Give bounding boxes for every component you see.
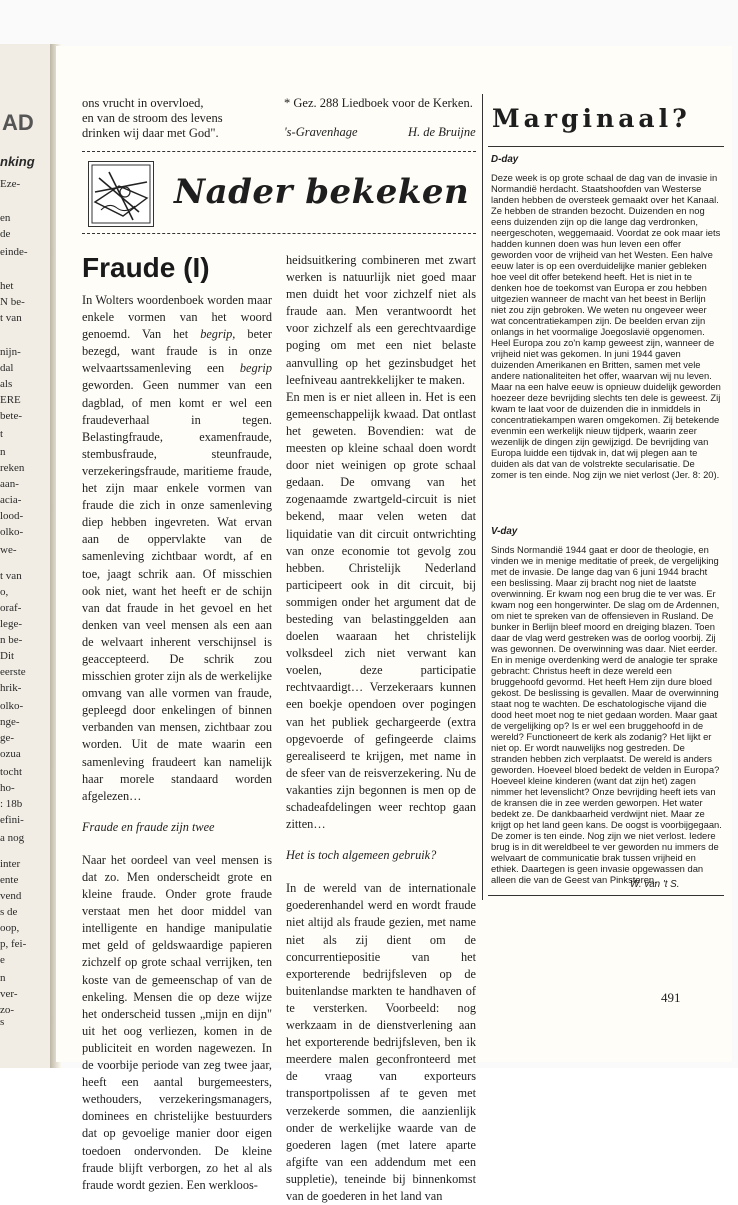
prev-page-text-fragment: t (0, 428, 4, 440)
poem-line: ons vrucht in overvloed, (82, 96, 204, 110)
paragraph (82, 292, 272, 805)
prev-page-text-fragment: oop, (0, 922, 20, 934)
prev-page-text-fragment: t van (0, 570, 22, 582)
prev-page-text-fragment: nge- (0, 716, 20, 728)
prev-page-text-fragment: ver- (0, 988, 18, 1000)
paragraph: Naar het oordeel van veel mensen is dat zo. Men onderscheidt grote en kleine fraude. Onder grote fraude verstaat men het door middel van intelligente en handige manipulatie met geld of geldswaardige papieren zichzelf op grote schaal verrijken, ten koste van de gemeenschap of van de enkeling. Mensen die op deze wijze het onderscheid tussen „mijn en dijn" uit het oog verliezen, komen in de publiciteit en worden nagewezen. In de voorbije periode van zeg twee jaar, heeft een aantal burgemeesters, wethouders, verzekeringsmanagers, dominees en christelijke bestuurders dat op gevoelige manier door eigen toedoen ondervonden. De kleine fraude blijft verborgen, zo het al als fraude wordt gezien. Een werkloos- (82, 852, 272, 1192)
prev-page-text-fragment: het (0, 280, 14, 292)
prev-page-text-fragment: inter (0, 858, 21, 870)
sidebar-rule-bottom (488, 895, 724, 896)
prev-page-text-fragment: a nog (0, 832, 25, 844)
prev-page-text-fragment: reken (0, 462, 25, 474)
prev-page-text-fragment: einde- (0, 246, 28, 258)
prev-page-text-fragment: de (0, 228, 11, 240)
prev-page-text-fragment: : 18b (0, 798, 23, 810)
prev-page-text-fragment: ho- (0, 782, 15, 794)
prev-page-text-fragment: s de (0, 906, 18, 918)
sidebar-title: Marginaal? (492, 104, 691, 133)
sidebar-label: D-day (491, 154, 519, 165)
prev-page-text-fragment: aan- (0, 478, 19, 490)
prev-page-text-fragment: acia- (0, 494, 22, 506)
prev-page-text-fragment: e (0, 954, 5, 966)
prev-page-text-fragment: olko- (0, 526, 24, 538)
dashed-divider-banner (82, 233, 476, 234)
subheading: Fraude en fraude zijn twee (82, 819, 215, 834)
prev-page-text-fragment: o, (0, 586, 9, 598)
prev-page-text-fragment: ERE (0, 394, 21, 406)
sidebar-text: Deze week is op grote schaal de dag van de invasie in Normandië herdacht. Staatshoofden van Westerse landen hebben de oversteek gemaakt over het Kanaal. Ze hebben de stranden bezocht. Duizenden en nog eens duizenden zijn op die lange dag verdronken, neergeschoten, weggemaaid. Voordat ze ook maar iets hadden kunnen doen was hun leven een offer geworden voor de vrijheid van het Westen. Een halve eeuw later is op een overduidelijke manier gebleken hoe veel dit offer betekend heeft. Het is niet in te denken hoe de toekomst van Europa er zou hebben uitgezien wanneer de macht van het beest in Berlijn niet zou zijn gebroken. We weten nu ongeveer weer wat concentratiekampen zijn. De beelden ervan zijn onlangs in het voormalige Joegoslavië opgenomen. Heel Europa zou zo'n kamp geweest zijn, wanneer de vrijheid niet was gekomen. In juni 1944 gaven duizenden Amerikanen en Britten, samen met vele andere nationaliteiten het offer, waarvan wij nu leven. Maar na een halve eeuw is opnieuw duidelijk geworden hoezeer deze bevrijding slechts ten dele is geweest. Zij kwam te laat voor de duizenden die in inmiddels in concentratiekampen waren omgekomen. Zij betekende evenmin een werkelijk nieuw tijdperk, waarin zeer wezenlijk de dingen zijn gewijzigd. De bevrijding van Europa luidde een tijdvak in, dat wij plegen aan te duiden als dat van de volstrekte secularisatie. De zomer is ten einde. Nog zijn we niet verlost (Jer. 8: 20). (491, 172, 721, 480)
prev-header-fragment-2: nking (0, 154, 35, 169)
prev-page-text-fragment: n be- (0, 634, 23, 646)
emphasis: begrip, (200, 327, 236, 342)
prev-page-text-fragment: n (0, 972, 6, 984)
prev-page-text-fragment: s (0, 1016, 5, 1028)
prev-page-text-fragment: lood- (0, 510, 24, 522)
prev-page-text-fragment: n (0, 446, 6, 458)
prev-page-text-fragment: ge- (0, 732, 15, 744)
prev-page-text-fragment: nijn- (0, 346, 21, 358)
prev-page-text-fragment: ente (0, 874, 19, 886)
prev-page-text-fragment: olko- (0, 700, 24, 712)
emphasis: begrip (239, 361, 272, 376)
previous-page-edge (0, 44, 51, 1068)
sidebar-label: V-day (491, 526, 518, 537)
paragraph: heidsuitkering combineren met zwart werken is natuurlijk niet goed maar men duidt het voor zichzelf niet als fraude aan. Men verantwoordt het voor zichzelf als een gerechtvaardige poging om met een niet belaste aanvulling op het gezinsbudget het leefniveau aantrekkelijker te maken. (286, 253, 476, 387)
article-column-2 (286, 252, 476, 1205)
prev-page-text-fragment: bete- (0, 410, 22, 422)
prev-page-text-fragment: N be- (0, 296, 25, 308)
prev-page-text-fragment: hrik- (0, 682, 22, 694)
prev-page-text-fragment: zo- (0, 1004, 15, 1016)
prev-page-text-fragment: efini- (0, 814, 24, 826)
poem-ending (82, 96, 223, 141)
subheading: Het is toch algemeen gebruik? (286, 848, 437, 863)
place-line: 's-Gravenhage (284, 125, 358, 139)
sidebar-text: Sinds Normandië 1944 gaat er door de theologie, en vinden we in menige meditatie of preek, de vergelijking met de invasie. De lange dag van 6 juni 1944 bracht een beslissing. Maar zij bracht nog niet de laatste overwinning. Er kwam nog een brug die te ver was. Er kwam nog een hongerwinter. De slag om de Ardennen, om niet te spreken van de offensieven in Rusland. De bunker in Berlijn bleef moord en dreiging blazen. Toen daar de vlag werd gestreken was de oorlog voorbij. Zij was gewonnen. De overwinning was daar. Niet eerder. En in menige overdenking werd de analogie ter sprake gebracht: Christus heeft in deze wereld een bruggehoofd gevormd. Het heeft Hem zijn dure bloed gekost. De beslissing is gevallen. Maar de overwinning staat nog te wachten. De eschatologische vijand die dood heet moet nog te niet gedaan worden. Maar gaat de vergelijking op? Is er wel een bruggehoofd in de wereld? Functioneert de kerk als zodanig? Het lijkt er niet op. Er wordt nauwelijks nog gestreden. De stranden hebben zich verplaatst. De wereld is anders geworden. Hoeveel bloed bedekt de velden in Europa? Hoeveel kleine kinderen (want dat zijn het) zagen nimmer het levenslicht? Onze bevrijding heeft iets van de kransen die in zee werden geworpen. Het water bedekt ze. De dankbaarheid verdwijnt niet. Maar ze krijgt op het land geen kans. De oogst is voorbijgegaan. De zomer is ten einde. Nog zijn we niet verlost. Iedere brug is in dit wereldbeel te ver geworden nu immers de welvaart de communicatie brak tussen vrijheid en ethiek. Daartegen is geen invasie opgewassen dan alleen die van de Geest van Pinksteren. (491, 544, 722, 885)
prev-page-text-fragment: we- (0, 544, 17, 556)
prev-page-text-fragment: t van (0, 312, 22, 324)
prev-page-text-fragment: vend (0, 890, 22, 902)
prev-header-fragment: AD (2, 110, 34, 135)
article-title: Fraude (I) (82, 252, 210, 283)
prev-page-text-fragment: eerste (0, 666, 26, 678)
poem-credits (284, 96, 484, 139)
article-column-1 (82, 292, 272, 1194)
sidebar-section-dday (491, 154, 723, 480)
prev-page-text-fragment: als (0, 378, 13, 390)
prev-page-text-fragment: tocht (0, 766, 22, 778)
paragraph: En men is er niet alleen in. Het is een gemeenschappelijk kwaad. Dat ontlast het geweten. Bovendien: wat de meesten op kleine schaal doen wordt door niet weinigen op grote schaal gedaan. De omvang van het zogenaamde zwartgeld-circuit is niet bekend, maar velen weten dat liquidatie van dit circuit ontwrichting van onze economie tot gevolg zou hebben. Christelijk Nederland participeert ook in dit circuit, bij sommigen onder het argument dat de besteding van belastinggelden aan doelen waaraan het christelijk volksdeel zich niet verwant kan voelen, deze participatie rechtvaardigt… Verzekeraars kunnen een boekje opendoen over pogingen van het publiek gechargeerde (extra opgevoerde of gefingeerde claims gerealiseerd te krijgen, met name in de sfeer van de reisverzekering. Nu de vakanties zijn begonnen is men op de schadeafdelingen weer rechtop gaan zitten… (286, 389, 476, 832)
text-run: beter bezegd, want fraude is in onze welvaartssamenleving een (82, 327, 273, 376)
prev-page-text-fragment: p, fei- (0, 938, 27, 950)
section-illustration-icon (88, 161, 154, 227)
prev-page-text-fragment: en (0, 212, 11, 224)
prev-page-text-fragment: lege- (0, 618, 22, 630)
prev-page-text-fragment: oraf- (0, 602, 22, 614)
page-number: 491 (661, 990, 681, 1005)
prev-page-text-fragment: Eze- (0, 178, 21, 190)
text-run: geworden. Geen nummer van een dagblad, of men komt er wel een fraudeverhaal in tegen. Belastingfraude, examenfraude, stembusfraude, steunfraude, verzekeringsfraude, maritieme fraude, het zijn maar enkele vormen van fraude die zich in onze samenleving diep hebben ingevreten. Wat ervan aan de oppervlakte van de samenleving zichtbaar wordt, af en toe, jaagt schrik aan. Of misschien ook niet, want het heeft er de schijn van dat fraude in het gevoel en het denken van veel mensen als een aan de welvaart inherent verschijnsel is geaccepteerd. De schrik zou misschien groter zijn als de werkelijke omvang van alle vormen van fraude, gepleegd door enkelingen of binnen verbanden van mensen, zichtbaar zou worden. Uit de mate waarin een samenleving fraudeert kan namelijk haar morele standaard worden afgelezen… (82, 378, 272, 803)
author-line: H. de Bruijne (408, 125, 476, 139)
prev-page-text-fragment: ozua (0, 748, 21, 760)
column-divider (482, 94, 483, 900)
sidebar-rule (488, 146, 724, 147)
poem-line: en van de stroom des levens (82, 111, 223, 125)
footnote: * Gez. 288 Liedboek voor de Kerken. (284, 96, 473, 110)
prev-page-text-fragment: Dit (0, 650, 15, 662)
dashed-divider (82, 151, 476, 152)
section-title: Nader bekeken (174, 172, 470, 212)
sidebar-signature: W. van 't S. (630, 879, 680, 890)
text-run: In Wolters woordenboek worden maar enkele vormen van het woord genoemd. Van het (82, 293, 272, 342)
poem-line: drinken wij daar met God". (82, 126, 219, 140)
prev-page-text-fragment: dal (0, 362, 14, 374)
paragraph: In de wereld van de internationale goederenhandel werd en wordt fraude niet altijd als fraude gezien, met name niet als zij dient om de concurrentiepositie van het exporterende bedrijfsleven op de buitenlandse markten te handhaven of te versterken. Voorbeeld: nog werkzaam in de dienstverlening aan het exporterende bedrijfsleven, ben ik meerdere malen geconfronteerd met de vraag van exporteurs transportpolissen af te geven met verzekerde sommen, die aanzienlijk onder de werkelijke waarde van de goederen lagen (met latere aparte afgifte van een addendum met een suppletie), teneinde bij binnenkomst van de goederen in het land van (286, 881, 476, 1203)
sidebar-section-vday (491, 526, 723, 885)
